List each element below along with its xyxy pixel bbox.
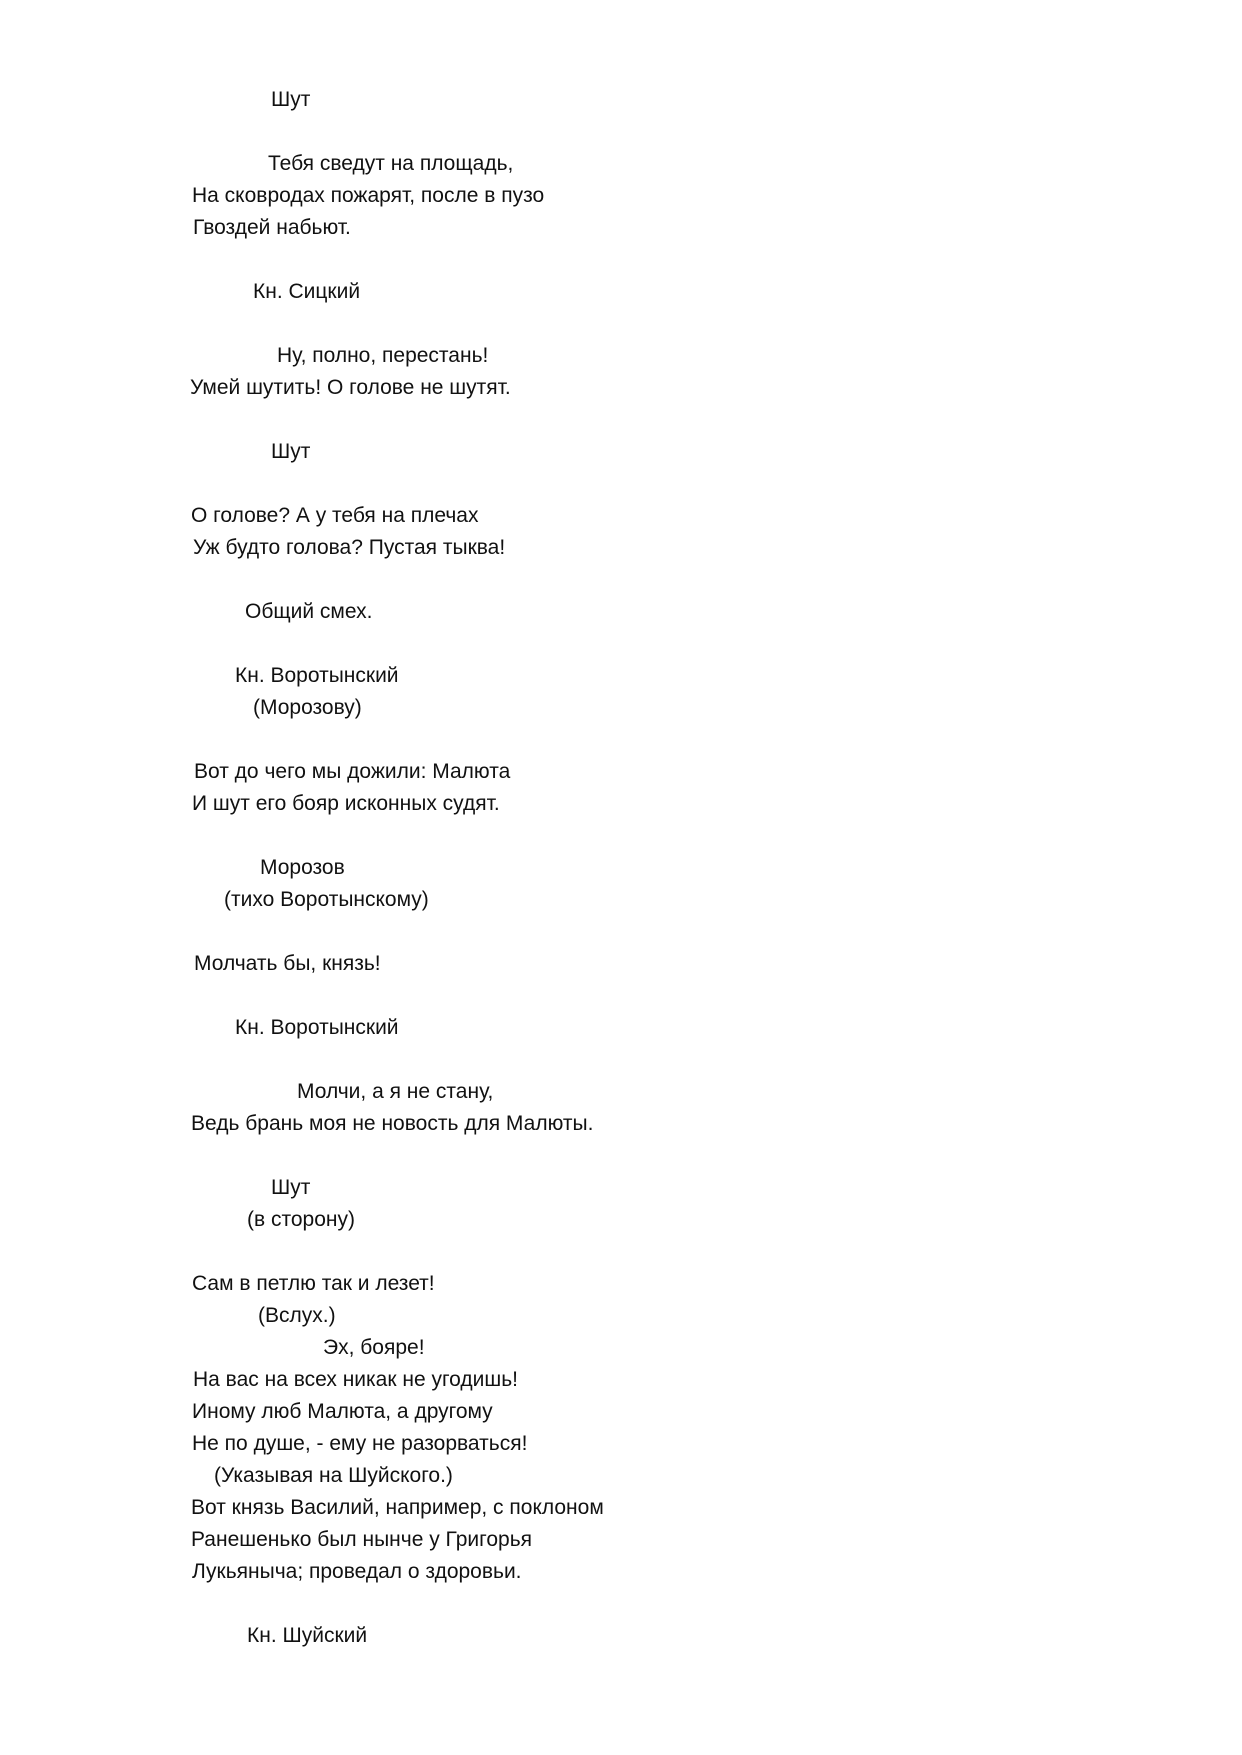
stage-direction: (в сторону) [247,1208,355,1231]
verse-line: Не по душе, - ему не разорваться! [192,1432,528,1455]
verse-line: Эх, бояре! [323,1336,425,1359]
verse-line: Лукьяныча; проведал о здоровьи. [192,1560,522,1583]
stage-direction: (Вслух.) [258,1304,336,1327]
verse-line: Ну, полно, перестань! [277,344,489,367]
stage-direction: (Указывая на Шуйского.) [214,1464,453,1487]
verse-line: Молчи, а я не стану, [297,1080,494,1103]
verse-line: На вас на всех никак не угодишь! [193,1368,519,1391]
speaker-name: Шут [271,440,311,463]
verse-line: Ранешенько был нынче у Григорья [191,1528,533,1551]
verse-line: Уж будто голова? Пустая тыква! [193,536,506,559]
verse-line: И шут его бояр исконных судят. [192,792,500,815]
verse-line: Молчать бы, князь! [194,952,381,975]
verse-line: Гвоздей набьют. [193,216,351,239]
stage-direction: Общий смех. [245,600,373,623]
verse-line: Вот до чего мы дожили: Малюта [194,760,511,783]
verse-line: Сам в петлю так и лезет! [192,1272,435,1295]
speaker-name: Кн. Воротынский [235,664,399,687]
verse-line: О голове? А у тебя на плечах [191,504,479,527]
speaker-name: Шут [271,1176,311,1199]
verse-line: Вот князь Василий, например, с поклоном [191,1496,604,1519]
verse-line: Тебя сведут на площадь, [268,152,514,175]
speaker-name: Кн. Воротынский [235,1016,399,1039]
stage-direction: (тихо Воротынскому) [224,888,429,911]
verse-line: Ведь брань моя не новость для Малюты. [191,1112,594,1135]
speaker-name: Кн. Шуйский [247,1624,368,1647]
speaker-name: Кн. Сицкий [253,280,361,303]
verse-line: Умей шутить! О голове не шутят. [190,376,511,399]
speaker-name: Шут [271,88,311,111]
verse-line: Иному люб Малюта, а другому [192,1400,493,1423]
speaker-name: Морозов [260,856,345,879]
verse-line: На сковродах пожарят, после в пузо [192,184,545,207]
stage-direction: (Морозову) [253,696,362,719]
